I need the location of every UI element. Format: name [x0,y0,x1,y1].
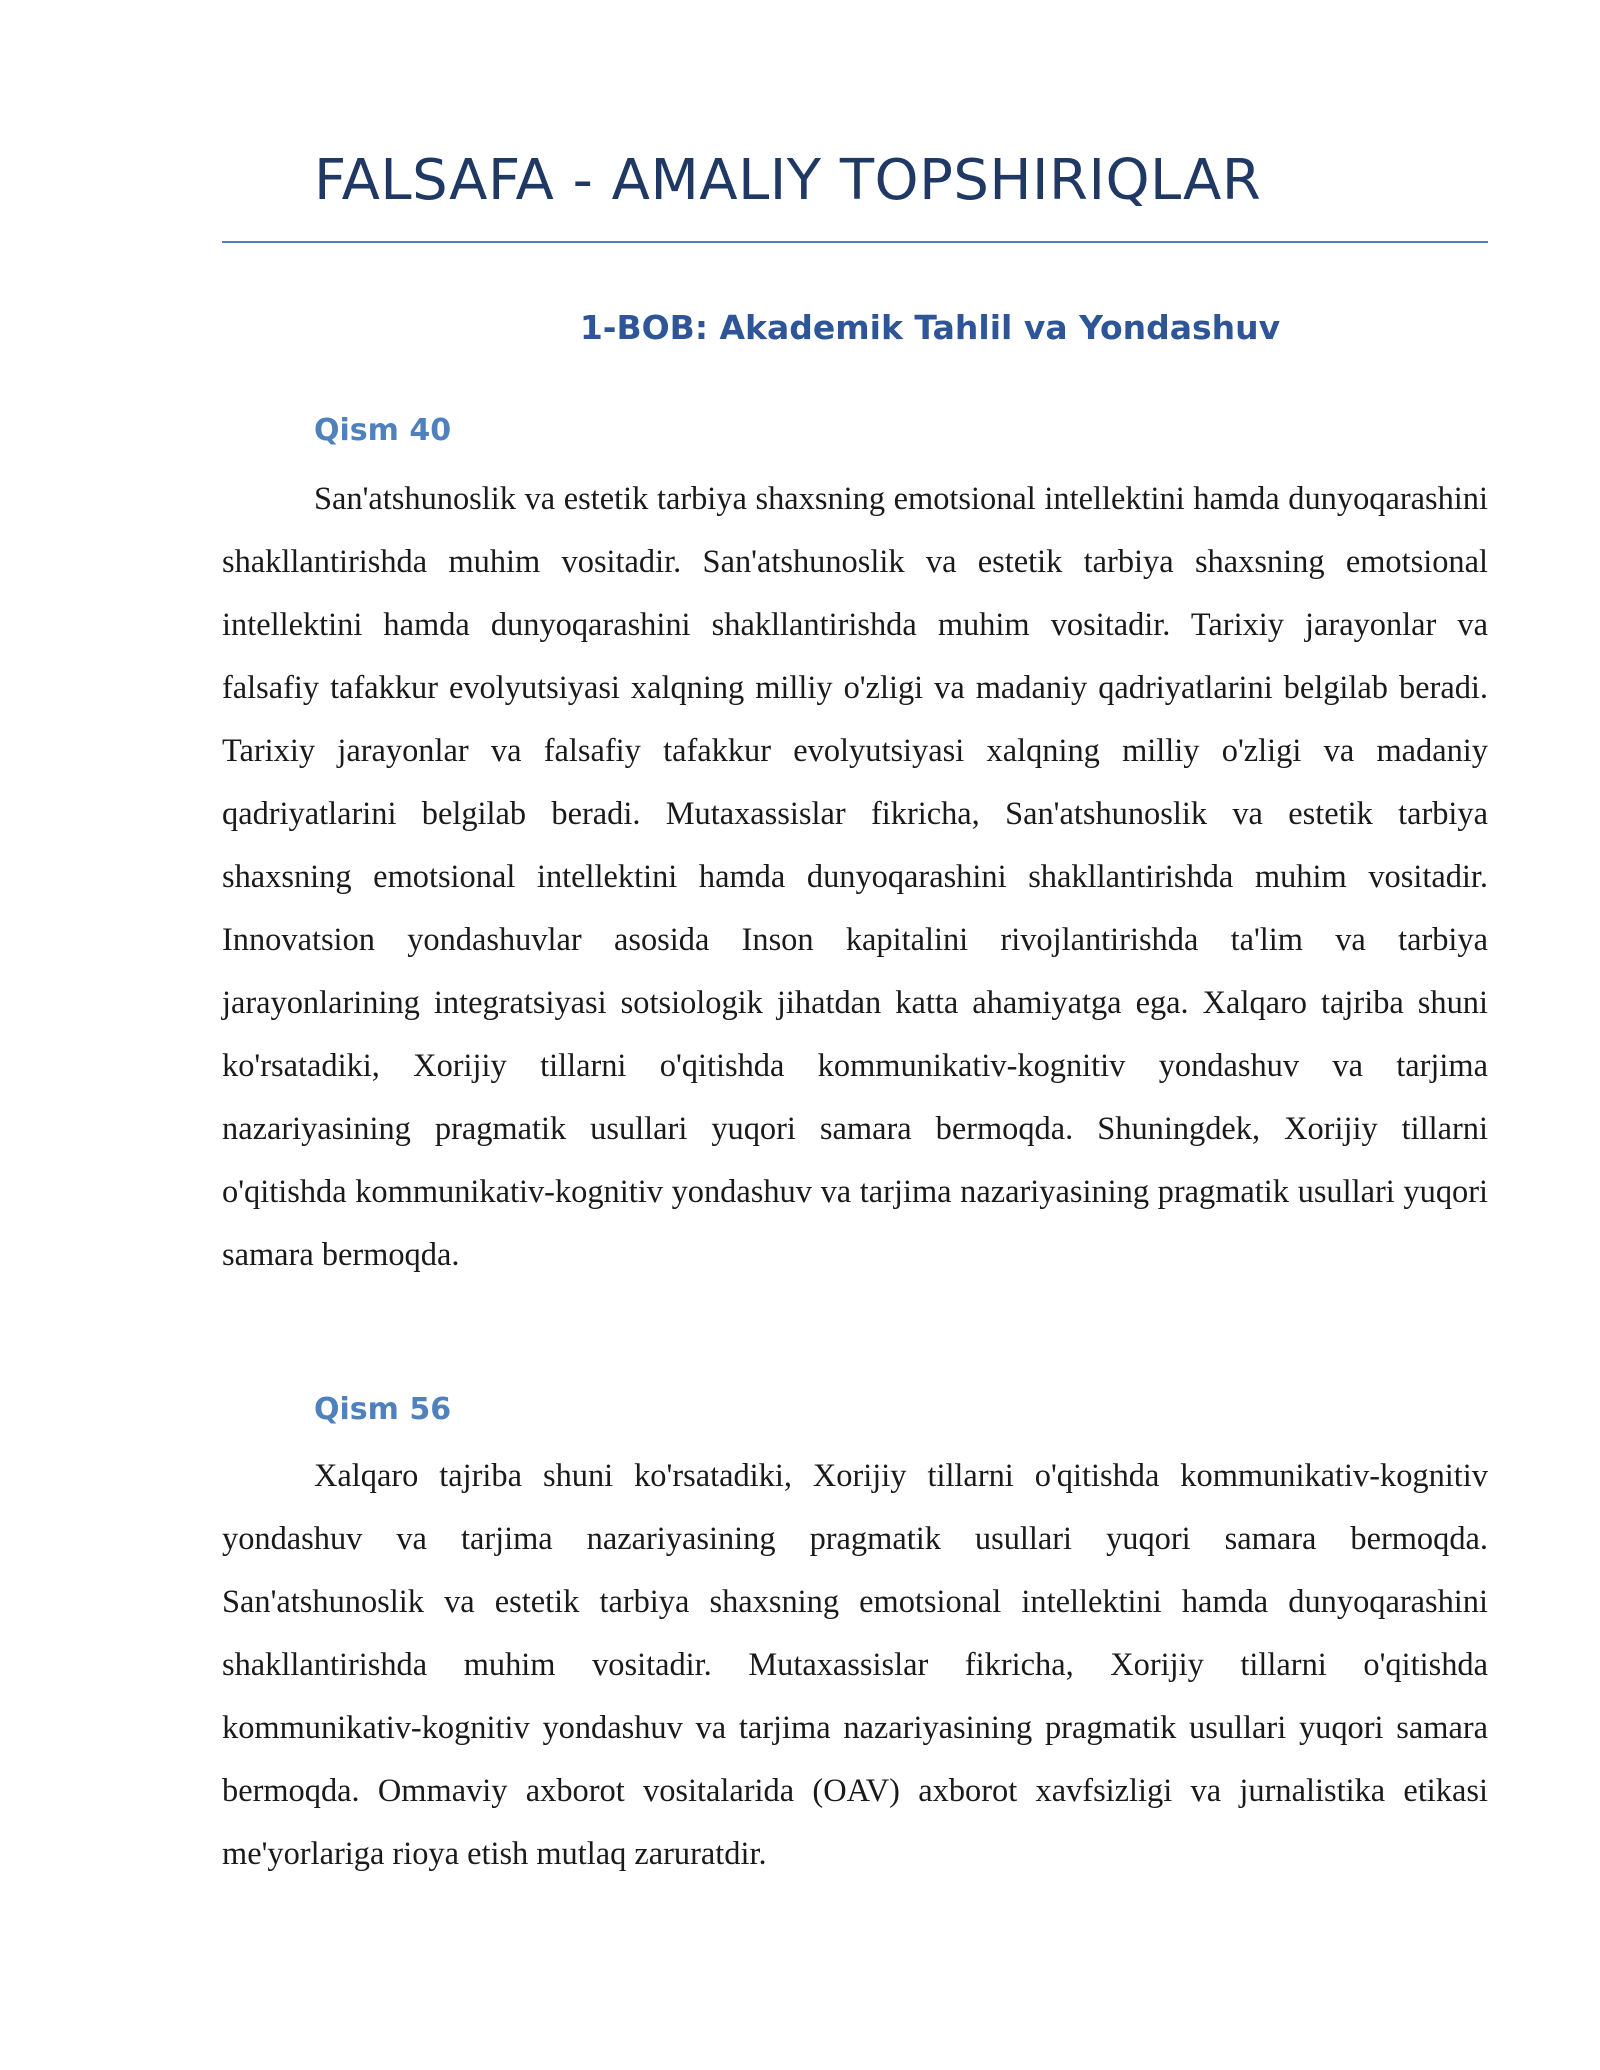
section-heading-qism-40: Qism 40 [314,413,452,448]
title-underline-rule [222,241,1488,243]
section-body-qism-56: Xalqaro tajriba shuni ko'rsatadiki, Xorijiy tillarni o'qitishda kommunikativ-kognitiv yondashuv va tarjima nazariyasining pragmatik usullari yuqori samara bermoqda. San'atshunoslik va estetik tarbiya shaxsning emotsional intellektini hamda dunyoqarashini shakllantirishda muhim vositadir. Mutaxassislar fikricha, Xorijiy tillarni o'qitishda kommunikativ-kognitiv yondashuv va tarjima nazariyasining pragmatik usullari yuqori samara bermoqda. Ommaviy axborot vositalarida (OAV) axborot xavfsizligi va jurnalistika etikasi me'yorlariga rioya etish mutlaq zaruratdir. [222,1458,1488,1872]
section-heading-qism-56: Qism 56 [314,1392,452,1427]
section-body-qism-40: San'atshunoslik va estetik tarbiya shaxsning emotsional intellektini hamda dunyoqarashini shakllantirishda muhim vositadir. San'atshunoslik va estetik tarbiya shaxsning emotsional intellektini hamda dunyoqarashini shakllantirishda muhim vositadir. Tarixiy jarayonlar va falsafiy tafakkur evolyutsiyasi xalqning milliy o'zligi va madaniy qadriyatlarini belgilab beradi. Tarixiy jarayonlar va falsafiy tafakkur evolyutsiyasi xalqning milliy o'zligi va madaniy qadriyatlarini belgilab beradi. Mutaxassislar fikricha, San'atshunoslik va estetik tarbiya shaxsning emotsional intellektini hamda dunyoqarashini shakllantirishda muhim vositadir. Innovatsion yondashuvlar asosida Inson kapitalini rivojlantirishda ta'lim va tarbiya jarayonlarining integratsiyasi sotsiologik jihatdan katta ahamiyatga ega. Xalqaro tajriba shuni ko'rsatadiki, Xorijiy tillarni o'qitishda kommunikativ-kognitiv yondashuv va tarjima nazariyasining pragmatik usullari yuqori samara bermoqda. Shuningdek, Xorijiy tillarni o'qitishda kommunikativ-kognitiv yondashuv va tarjima nazariyasining pragmatik usullari yuqori samara bermoqda. [222,481,1488,1273]
document-title: FALSAFA - AMALIY TOPSHIRIQLAR [314,148,1262,213]
chapter-heading: 1-BOB: Akademik Tahlil va Yondashuv [579,308,1281,347]
